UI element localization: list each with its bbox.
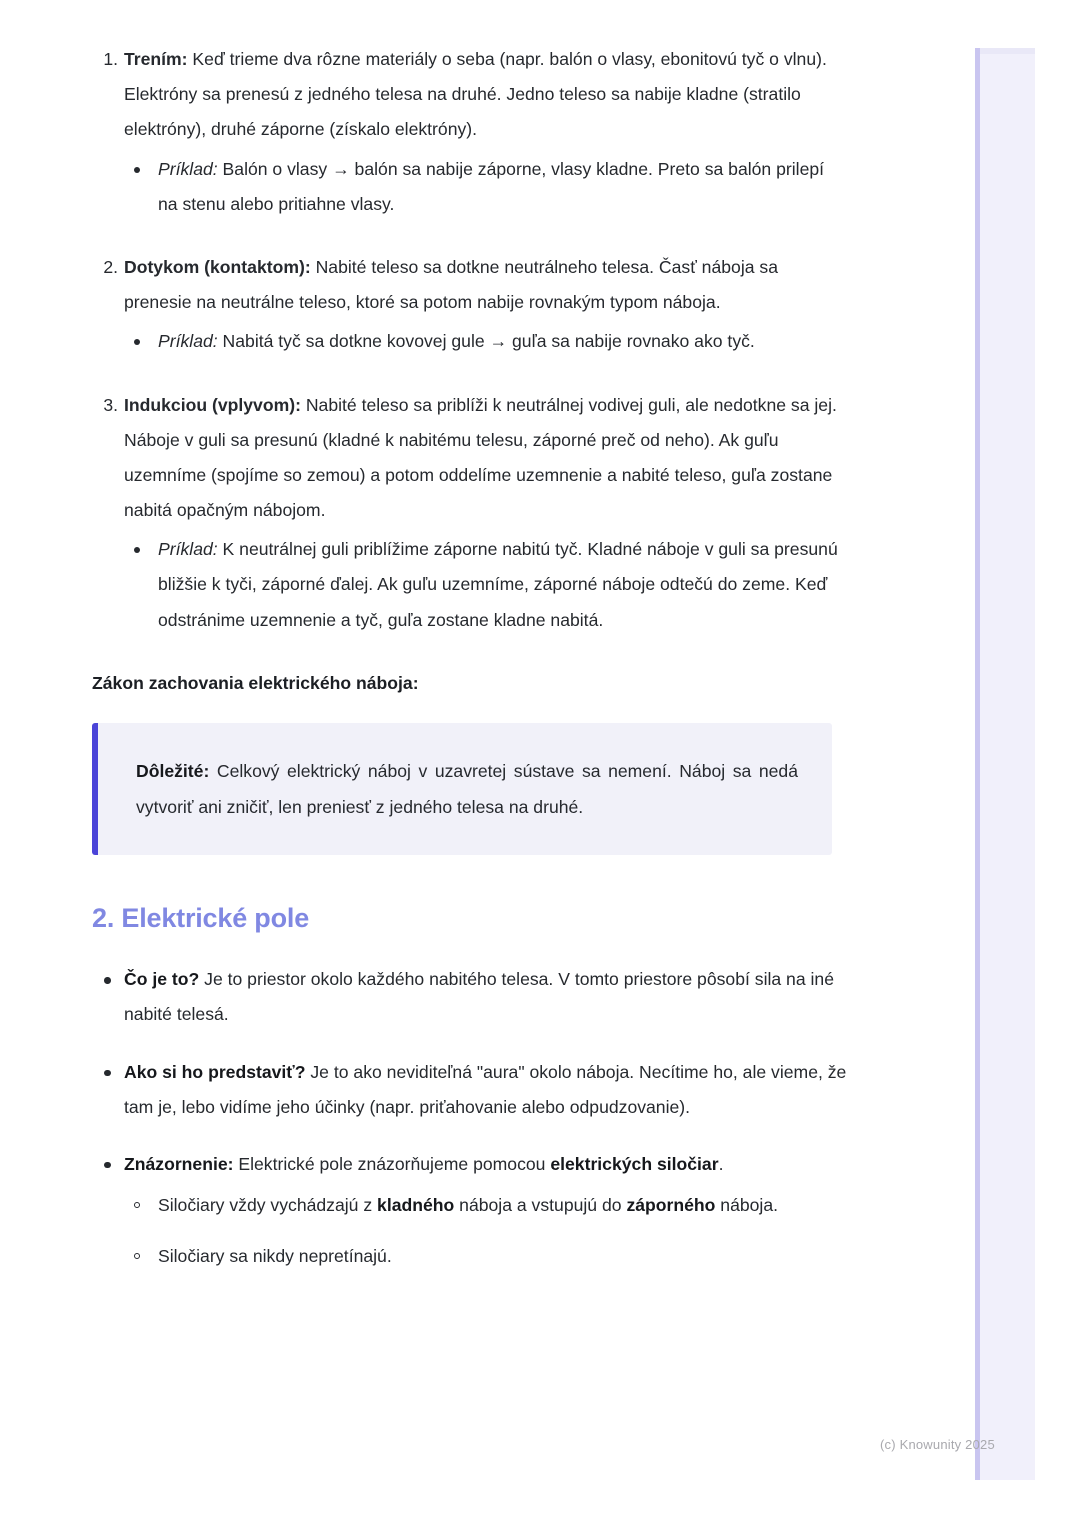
charging-methods-list (92, 42, 848, 638)
example-label: Príklad: (158, 158, 218, 179)
bullet-term: Znázornenie: (124, 1153, 234, 1174)
field-line-rules-sublist (124, 1188, 848, 1274)
example-label: Príklad: (158, 539, 218, 560)
list-item-body: Nabité teleso sa priblíži k neutrálnej vodivej guli, ale nedotkne sa jej. Náboje v guli sa presunú (kladné k nabitému telesu, záporné preč od neho). Ak guľu uzemníme (spojíme so zemou) a potom oddelíme uzemnenie a nabité teleso, guľa zostane nabitá opačným nábojom. (124, 394, 837, 521)
bullet-body-emphasis: elektrických siločiar (550, 1153, 719, 1174)
list-item (124, 324, 848, 359)
rule-part-3: náboja. (715, 1195, 778, 1216)
callout-body: Celkový elektrický náboj v uzavretej sústave sa nemení. Náboj sa nedá vytvoriť ani zničiť, len preniesť z jedného telesa na druhé. (136, 761, 798, 818)
list-item (124, 1188, 848, 1223)
list-item-body: Keď trieme dva rôzne materiály o seba (napr. balón o vlasy, ebonitovú tyč o vlnu). Elektróny sa prenesú z jedného telesa na druhé. Jedno teleso sa nabije kladne (stratilo elektróny), druhé záporne (získalo elektróny). (124, 49, 827, 140)
list-item (92, 1055, 848, 1125)
rule-part-1: Siločiary vždy vychádzajú z (158, 1195, 378, 1216)
list-item (92, 962, 848, 1032)
example-sublist (124, 152, 848, 222)
list-item-body: Nabité teleso sa dotkne neutrálneho telesa. Časť náboja sa prenesie na neutrálne teleso, ktoré sa potom nabije rovnakým typom náboja. (124, 256, 778, 313)
example-label: Príklad: (158, 331, 218, 352)
rule-part-2: náboja a vstupujú do (454, 1195, 627, 1216)
bullet-body: Je to priestor okolo každého nabitého telesa. V tomto priestore pôsobí sila na iné nabité telesá. (124, 969, 834, 1025)
list-item-term: Dotykom (kontaktom): (124, 256, 311, 277)
list-item (124, 532, 848, 638)
copyright-watermark: (c) Knowunity 2025 (880, 1437, 995, 1452)
list-item (92, 250, 848, 360)
list-item (92, 388, 848, 638)
list-number: 3. (103, 394, 118, 415)
list-item (92, 42, 848, 222)
list-item (124, 1239, 848, 1274)
rule-emphasis-2: záporného (626, 1195, 716, 1216)
example-sublist (124, 532, 848, 638)
example-sublist (124, 324, 848, 359)
rule-part-1: Siločiary sa nikdy nepretínajú. (158, 1246, 392, 1267)
list-item-term: Trením: (124, 49, 188, 69)
example-body: Balón o vlasy → balón sa nabije záporne, vlasy kladne. Preto sa balón prilepí na stenu alebo pritiahne vlasy. (158, 158, 825, 214)
bullet-body-before: Elektrické pole znázorňujeme pomocou (233, 1153, 551, 1174)
list-item-term: Indukciou (vplyvom): (124, 394, 301, 415)
rule-emphasis-1: kladného (377, 1195, 455, 1216)
bullet-body-after: . (718, 1153, 724, 1174)
list-item (124, 152, 848, 222)
bullet-body: Je to ako neviditeľná "aura" okolo náboja. Necítime ho, ale vieme, že tam je, lebo vidíme jeho účinky (napr. priťahovanie alebo odpudzovanie). (124, 1061, 847, 1117)
page-title: 2. Elektrické pole (92, 903, 310, 934)
callout-label: Dôležité: (136, 761, 210, 781)
law-heading: Zákon zachovania elektrického náboja: (92, 672, 419, 693)
bullet-term: Ako si ho predstaviť? (124, 1061, 306, 1082)
example-body: Nabitá tyč sa dotkne kovovej gule → guľa sa nabije rovnako ako tyč. (217, 331, 755, 352)
example-body: K neutrálnej guli priblížime záporne nabitú tyč. Kladné náboje v guli sa presunú bližšie k tyči, záporné ďalej. Ak guľu uzemníme, záporné náboje odtečú do zeme. Keď odstránime uzemnenie a tyč, guľa zostane kladne nabitá. (158, 539, 838, 630)
electric-field-bullets (92, 962, 848, 1274)
bullet-term: Čo je to? (124, 969, 200, 990)
list-number: 1. (103, 49, 118, 69)
decorative-right-panel (975, 48, 1035, 1480)
important-callout (92, 723, 832, 855)
list-number: 2. (103, 256, 118, 277)
list-item (92, 1147, 848, 1275)
callout-text (136, 753, 798, 825)
